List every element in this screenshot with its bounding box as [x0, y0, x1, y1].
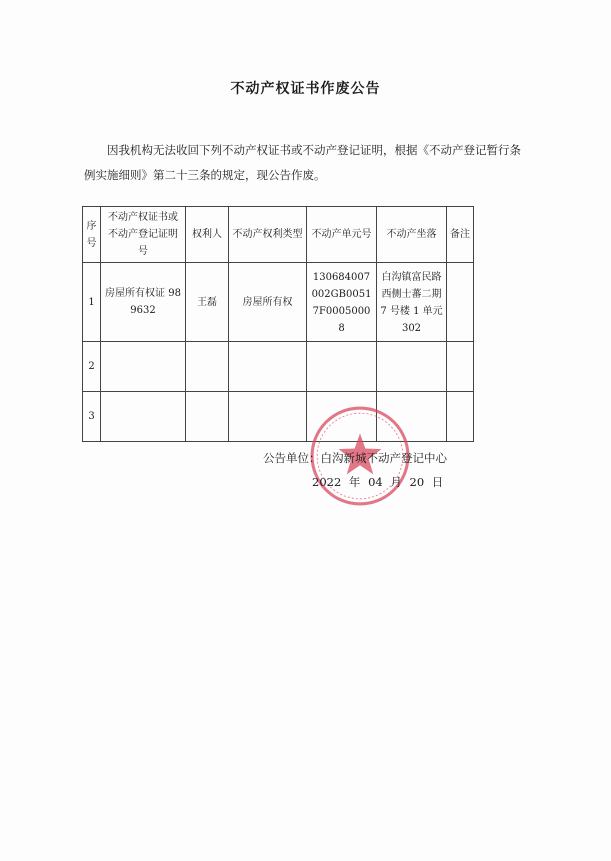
cell-remark — [447, 392, 474, 442]
header-owner: 权利人 — [186, 207, 229, 263]
cell-owner — [186, 392, 229, 442]
cell-type — [229, 392, 307, 442]
announcing-unit: 公告单位：白沟新城不动产登记中心 — [263, 451, 447, 465]
cell-no: 1 — [83, 263, 101, 342]
cell-type — [229, 342, 307, 392]
cell-remark — [447, 342, 474, 392]
cell-location — [377, 342, 447, 392]
cell-location: 白沟镇富民路西侧士蕃二期 7 号楼 1 单元 302 — [377, 263, 447, 342]
header-no: 序号 — [83, 207, 101, 263]
announcement-paragraph: 因我机构无法收回下列不动产权证书或不动产登记证明，根据《不动产登记暂行条例实施细则》第二十三条的规定，现公告作废。 — [84, 143, 521, 182]
header-type: 不动产权利类型 — [229, 207, 307, 263]
document-title: 不动产权证书作废公告 — [230, 81, 381, 97]
header-remark: 备注 — [447, 207, 474, 263]
announcement-date: 2022 年 04 月 20 日 — [312, 475, 444, 489]
header-unit: 不动产单元号 — [307, 207, 377, 263]
header-cert: 不动产权证书或不动产登记证明号 — [101, 207, 186, 263]
cell-unit — [307, 342, 377, 392]
table-row — [83, 263, 474, 342]
cell-owner: 王磊 — [186, 263, 229, 342]
cell-owner — [186, 342, 229, 392]
certificate-table — [82, 206, 474, 442]
cell-no: 3 — [83, 392, 101, 442]
cell-type: 房屋所有权 — [229, 263, 307, 342]
cell-remark — [447, 263, 474, 342]
header-location: 不动产坐落 — [377, 207, 447, 263]
cell-no: 2 — [83, 342, 101, 392]
table-header-row — [83, 207, 474, 263]
cell-unit: 130684007002GB00517F00050008 — [307, 263, 377, 342]
table-row — [83, 392, 474, 442]
cell-cert — [101, 392, 186, 442]
cell-cert: 房屋所有权证 989632 — [101, 263, 186, 342]
table-row — [83, 342, 474, 392]
cell-cert — [101, 342, 186, 392]
